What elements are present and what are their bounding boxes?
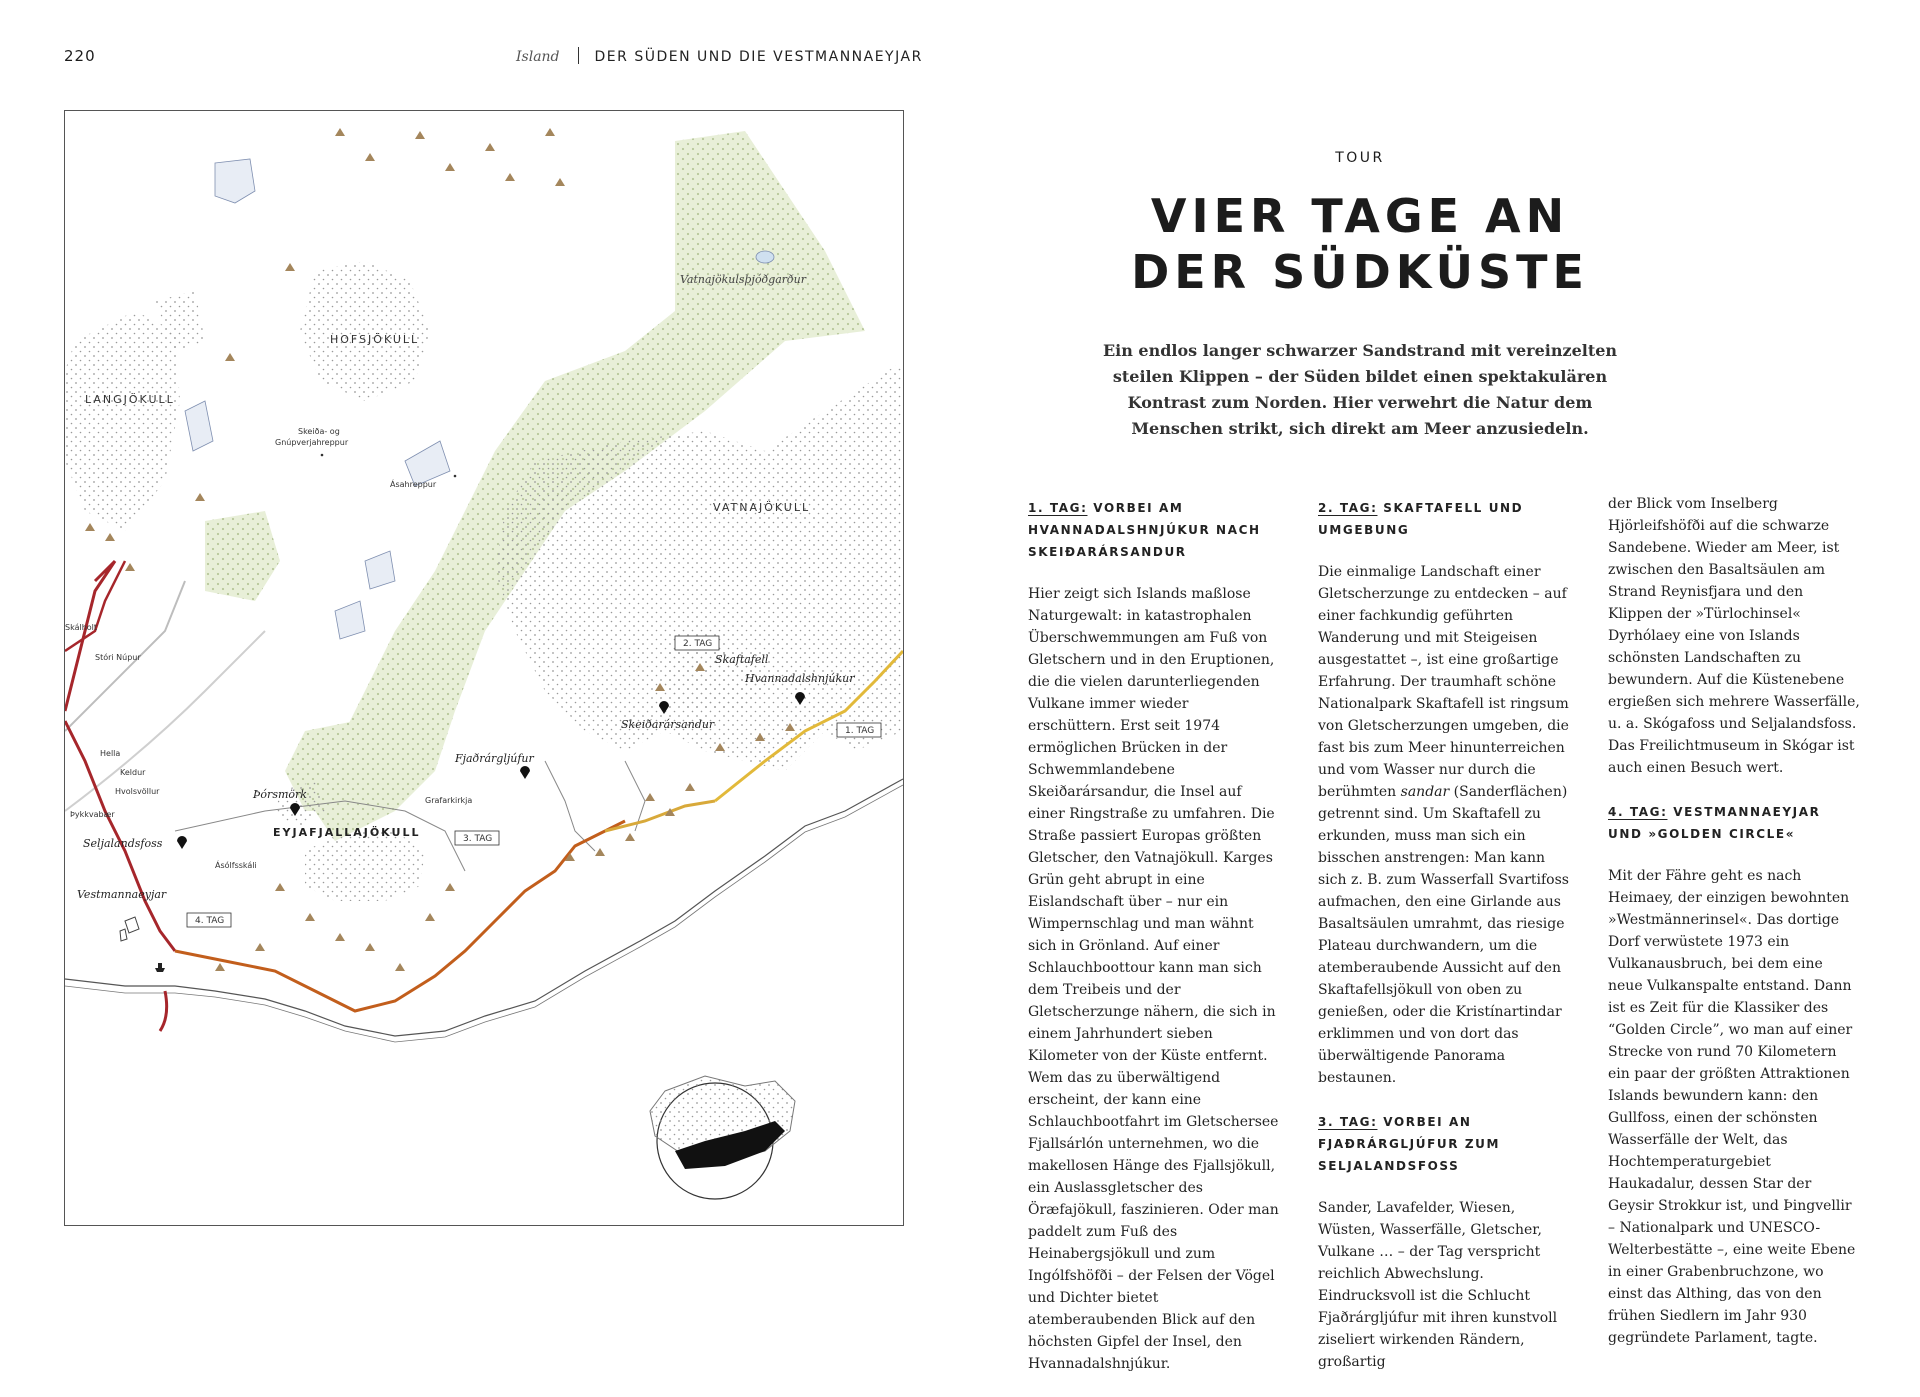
- text-column-2: [1318, 497, 1570, 1395]
- running-head-divider: [578, 47, 579, 64]
- page-number: 220: [64, 47, 96, 65]
- body-italic: sandar: [1400, 784, 1450, 800]
- section-heading-day-2: [1318, 497, 1570, 541]
- label-keldur: Keldur: [120, 768, 146, 777]
- label-vestmannaeyjar: Vestmannaeyjar: [77, 888, 167, 901]
- label-stori-nupur: Stóri Núpur: [95, 653, 141, 662]
- article-kicker: TOUR: [1335, 150, 1385, 166]
- label-skeida-2: Gnúpverjahreppur: [275, 438, 349, 447]
- label-hvolsvollur: Hvolsvöllur: [115, 787, 160, 796]
- section-body-day-2: [1318, 561, 1570, 1089]
- article-title-line-2: DER SÜDKÜSTE: [1131, 245, 1589, 299]
- label-thorsmork: Þórsmörk: [253, 788, 307, 801]
- heading-day-label: 3. TAG:: [1318, 1115, 1378, 1129]
- label-langjokull: LANGJÖKULL: [85, 393, 175, 406]
- heading-day-label: 4. TAG:: [1608, 805, 1668, 819]
- running-head-chapter: DER SÜDEN UND DIE VESTMANNAEYJAR: [594, 49, 923, 65]
- label-skaftafell: Skaftafell: [715, 653, 769, 666]
- tag-day-4: 4. TAG: [195, 916, 225, 926]
- label-vatnajokull: VATNAJÖKULL: [713, 501, 811, 514]
- label-hofsjokull: HOFSJÖKULL: [330, 333, 420, 346]
- body-text: (Sanderflächen) getrennt sind. Um Skaftafell zu erkunden, muss man sich ein bisschen anstrengen: Man kann sich z. B. zum Wasserfall Svartifoss aufmachen, den eine Girlande aus Basaltsäulen umrahmt, das riesige Plateau durchwandern, um die atemberaubende Aussicht auf den Skaftafellsjökull von oben zu genießen, oder die Kristínartindar erklimmen und von dort das überwältigende Panorama bestaunen.: [1318, 784, 1569, 1086]
- label-hella: Hella: [100, 749, 121, 758]
- heading-text: VORBEI AM HVANNADALSHNJÚKUR NACH SKEIÐARÁRSANDUR: [1028, 501, 1261, 559]
- running-head: [516, 47, 923, 65]
- label-skeida: Skeiða- og: [298, 427, 340, 436]
- section-body-day-3-continued: der Blick vom Inselberg Hjörleifshöfði auf die schwarze Sandebene. Wieder am Meer, ist zwischen den Basaltsäulen am Strand Reynisfjara und den Klippen der »Türlochinsel« Dyrhólaey eine von Islands schönsten Landschaften zu bewundern. Auf die Küstenebene ergießen sich mehrere Wasserfälle, u. a. Skógafoss und Seljalandsfoss. Das Freilichtmuseum in Skógar ist auch einen Besuch wert.: [1608, 496, 1860, 776]
- route-map: [64, 110, 904, 1226]
- section-body-day-1: Hier zeigt sich Islands maßlose Naturgewalt: in katastrophalen Überschwemmungen am Fuß von Gletschern und in den Eruptionen, die die vielen darunterliegenden Vulkane immer wieder erschüttern. Erst seit 1974 ermöglichen Brücken in der Schwemmlandebene Skeiðarársandur, die Insel auf einer Ringstraße zu umfahren. Die Straße passiert Europas größten Gletscher, den Vatnajökull. Karges Grün geht abrupt in eine Eislandschaft über – nur ein Wimpernschlag und man wähnt sich in Grönland. Auf einer Schlauchboottour kann man sich dem Treibeis und der Gletscherzunge nähern, die sich in einem Jahrhundert sieben Kilometer von der Küste entfernt. Wem das zu überwältigend erscheint, der kann eine Schlauchbootfahrt im Gletschersee Fjallsárlón unternehmen, wo die makellosen Hänge des Fjallsjökull, ein Auslassgletscher des Öræfajökull, faszinieren. Oder man paddelt zum Fuß des Heinabergsjökull und zum Ingólfshöfði – der Felsen der Vögel und Dichter bietet atemberaubenden Blick auf den höchsten Gipfel der Insel, den Hvannadalshnjúkur.: [1028, 586, 1279, 1372]
- label-thykkvabaer: Þykkvabær: [70, 810, 115, 819]
- tag-day-1: 1. TAG: [845, 726, 875, 736]
- heading-day-label: 2. TAG:: [1318, 501, 1378, 515]
- running-head-country: Island: [516, 49, 560, 65]
- text-column-3: [1608, 493, 1860, 1371]
- label-grafarkirkja: Grafarkirkja: [425, 796, 473, 805]
- article-title-line-1: VIER TAGE AN: [1150, 189, 1570, 243]
- tag-day-3: 3. TAG: [463, 834, 493, 844]
- section-body-day-3: Sander, Lavafelder, Wiesen, Wüsten, Wasserfälle, Gletscher, Vulkane … – der Tag verspricht reichlich Abwechslung. Eindrucksvoll ist die Schlucht Fjaðrárgljúfur mit ihren kunstvoll ziseliert wirkenden Rändern, großartig: [1318, 1200, 1558, 1370]
- article-lead: Ein endlos langer schwarzer Sandstrand mit vereinzelten steilen Klippen – der Süden bildet einen spektakulären Kontrast zum Norden. Hier verwehrt die Natur dem Menschen strikt, sich direkt am Meer anzusiedeln.: [1102, 341, 1618, 438]
- text-column-1: [1028, 497, 1280, 1397]
- label-asolfsskali: Ásólfsskáli: [215, 861, 257, 870]
- heading-text: VORBEI AN FJAÐRÁRGLJÚFUR ZUM SELJALANDSFOSS: [1318, 1115, 1501, 1173]
- heading-text: SKAFTAFELL UND UMGEBUNG: [1318, 501, 1524, 537]
- label-seljalandsfoss: Seljalandsfoss: [83, 837, 163, 850]
- label-skalholt: Skálholt: [65, 623, 98, 632]
- heading-text: VESTMANNAEYJAR UND »GOLDEN CIRCLE«: [1608, 805, 1821, 841]
- section-heading-day-3: [1318, 1111, 1570, 1177]
- section-heading-day-1: [1028, 497, 1280, 563]
- label-hvannadalshnjukur: Hvannadalshnjúkur: [745, 672, 855, 685]
- label-skeidararsandur: Skeiðarársandur: [621, 718, 715, 731]
- article-title: [1030, 188, 1690, 300]
- section-body-day-4: Mit der Fähre geht es nach Heimaey, der einzigen bewohnten »Westmännerinsel«. Das dortige Dorf verwüstete 1973 ein Vulkanausbruch, bei dem eine neue Vulkanspalte entstand. Dann ist es Zeit für die Klassiker des “Golden Circle”, wo man auf einer Strecke von rund 70 Kilometern ein paar der größten Attraktionen Islands bewundern kann: den Gullfoss, einen der schönsten Wasserfälle der Welt, das Hochtemperaturgebiet Haukadalur, dessen Star der Geysir Strokkur ist, und Þingvellir – Nationalpark und UNESCO-Welterbestätte –, eine weite Ebene in einer Grabenbruchzone, wo einst das Althing, das von den frühen Siedlern im Jahr 930 gegründete Parlament, tagte.: [1608, 868, 1856, 1346]
- body-text: Die einmalige Landschaft einer Gletscherzunge zu entdecken – auf einer fachkundig geführten Wanderung und mit Steigeisen ausgestattet –, ist eine großartige Erfahrung. Der traumhaft schöne Nationalpark Skaftafell ist ringsum von Gletscherzungen umgeben, die fast bis zum Meer hinunterreichen und vom Wasser nur durch die berühmten: [1318, 564, 1569, 800]
- label-asahreppur: Ásahreppur: [390, 480, 437, 489]
- label-eyjafjallajokull: EYJAFJALLAJÖKULL: [273, 826, 421, 839]
- heading-day-label: 1. TAG:: [1028, 501, 1088, 515]
- label-fjadrargljufur: Fjaðrárgljúfur: [455, 752, 534, 765]
- section-heading-day-4: [1608, 801, 1860, 845]
- label-national-park: Vatnajökulsþjóðgarður: [680, 273, 807, 286]
- tag-day-2: 2. TAG: [683, 639, 713, 649]
